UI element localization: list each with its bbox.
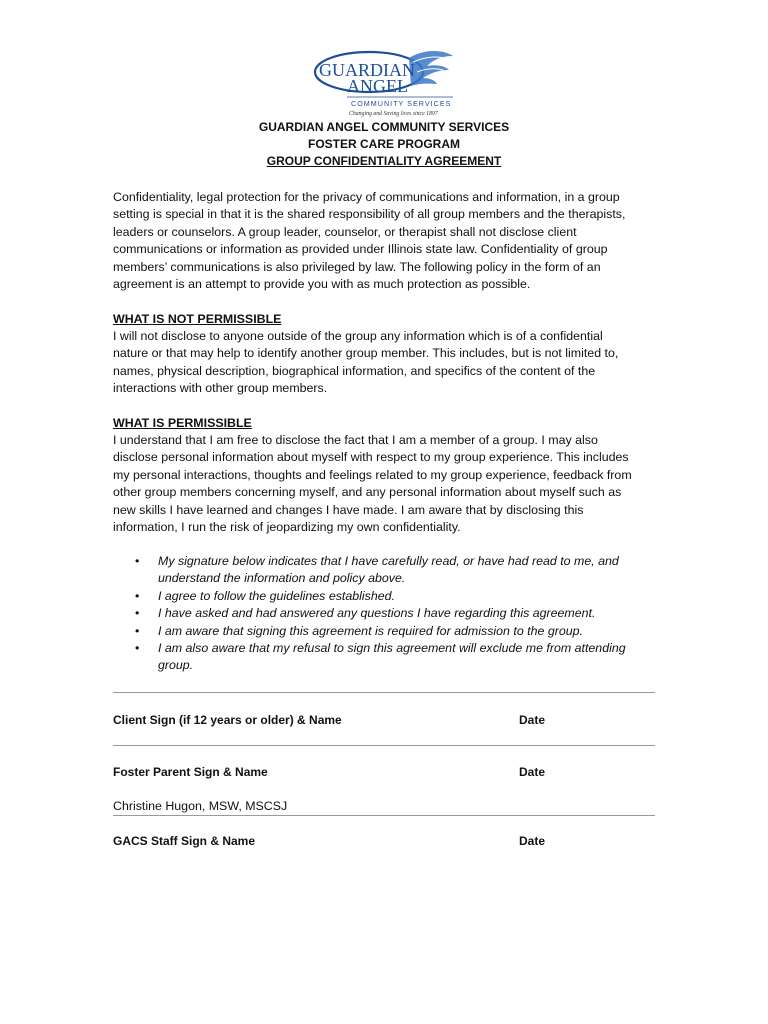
not-permissible-line: nature or that may help to identify another group member. This includes, but is not limited to,	[113, 346, 619, 361]
permissible-heading: WHAT IS PERMISSIBLE	[113, 416, 252, 430]
bullet-icon: •	[135, 641, 140, 656]
client-signature-label: Client Sign (if 12 years or older) & Name	[113, 713, 342, 727]
not-permissible-heading: WHAT IS NOT PERMISSIBLE	[113, 312, 282, 326]
program-heading: FOSTER CARE PROGRAM	[307, 137, 460, 151]
not-permissible-line: interactions with other group members.	[113, 381, 328, 396]
permissible-line: other group members concerning myself, and any personal information about myself such as	[113, 485, 622, 500]
intro-line: agreement is an attempt to provide you with as much protection as possible.	[113, 277, 531, 292]
acknowledgement-line: I am also aware that my refusal to sign this agreement will exclude me from attending	[158, 641, 626, 656]
acknowledgement-item	[113, 553, 648, 588]
acknowledgement-line: understand the information and policy above.	[158, 571, 406, 586]
staff-signature-line[interactable]	[113, 815, 655, 816]
logo-line1-text: GUARDIAN	[319, 60, 415, 80]
client-signature-line[interactable]	[113, 692, 655, 693]
guardian-angel-logo	[313, 48, 461, 120]
acknowledgement-line: My signature below indicates that I have carefully read, or have had read to me, and	[158, 554, 619, 568]
acknowledgement-item	[113, 640, 648, 675]
permissible-line: new skills I have learned and changes I have made. I am aware that by disclosing this	[113, 502, 584, 517]
acknowledgement-line: I agree to follow the guidelines established.	[158, 588, 395, 603]
not-permissible-line: names, physical description, biographical information, and specifics of the content of the	[113, 363, 596, 378]
logo-line3-text: COMMUNITY SERVICES	[351, 99, 452, 108]
client-date-label: Date	[519, 713, 546, 727]
permissible-line: my personal interactions, thoughts and feelings related to my group experience, feedback from	[113, 467, 632, 482]
permissible-line: I understand that I am free to disclose the fact that I am a member of a group. I may also	[113, 433, 598, 447]
org-name-heading: GUARDIAN ANGEL COMMUNITY SERVICES	[258, 120, 510, 134]
acknowledgement-line: I have asked and had answered any questions I have regarding this agreement.	[158, 606, 596, 621]
bullet-icon: •	[135, 623, 140, 638]
acknowledgement-item	[113, 605, 648, 622]
logo-tagline-text: Changing and Saving lives since 1897	[349, 111, 438, 117]
intro-line: leaders or counselors. A group leader, counselor, or therapist shall not disclose client	[113, 224, 577, 239]
document-title: GROUP CONFIDENTIALITY AGREEMENT	[266, 154, 502, 168]
angel-wing-logo-icon	[313, 48, 461, 120]
acknowledgement-line: I am aware that signing this agreement is required for admission to the group.	[158, 623, 583, 638]
logo-line2-text: ANGEL	[347, 76, 408, 96]
intro-line: members’ communications is also privileged by law. The following policy in the form of an	[113, 259, 601, 274]
acknowledgement-item	[113, 588, 648, 605]
bullet-icon: •	[135, 554, 140, 568]
foster-parent-signature-label: Foster Parent Sign & Name	[113, 765, 268, 779]
not-permissible-line: I will not disclose to anyone outside of the group any information which is of a confidential	[113, 329, 603, 343]
intro-line: Confidentiality, legal protection for the privacy of communications and information, in a group	[113, 190, 620, 204]
acknowledgement-line: group.	[158, 658, 194, 673]
foster-parent-signature-line[interactable]	[113, 745, 655, 746]
bullet-icon: •	[135, 588, 140, 603]
intro-line: communications or information as provided under Illinois state law. Confidentiality of group	[113, 242, 608, 257]
bullet-icon: •	[135, 606, 140, 621]
staff-date-label: Date	[519, 834, 546, 848]
not-permissible-paragraph	[113, 328, 648, 398]
intro-line: setting is special in that it is the shared responsibility of all group members and the therapists,	[113, 207, 626, 222]
acknowledgement-list	[113, 553, 648, 675]
staff-signature-label: GACS Staff Sign & Name	[113, 834, 256, 848]
foster-parent-date-label: Date	[519, 765, 546, 779]
permissible-paragraph	[113, 432, 648, 536]
permissible-line: disclose personal information about myself with respect to my group experience. This includes	[113, 450, 629, 465]
intro-paragraph	[113, 189, 648, 293]
staff-name: Christine Hugon, MSW, MSCSJ	[113, 799, 288, 813]
acknowledgement-item	[113, 623, 648, 640]
permissible-line: information, I run the risk of jeopardizing my own confidentiality.	[113, 520, 461, 535]
